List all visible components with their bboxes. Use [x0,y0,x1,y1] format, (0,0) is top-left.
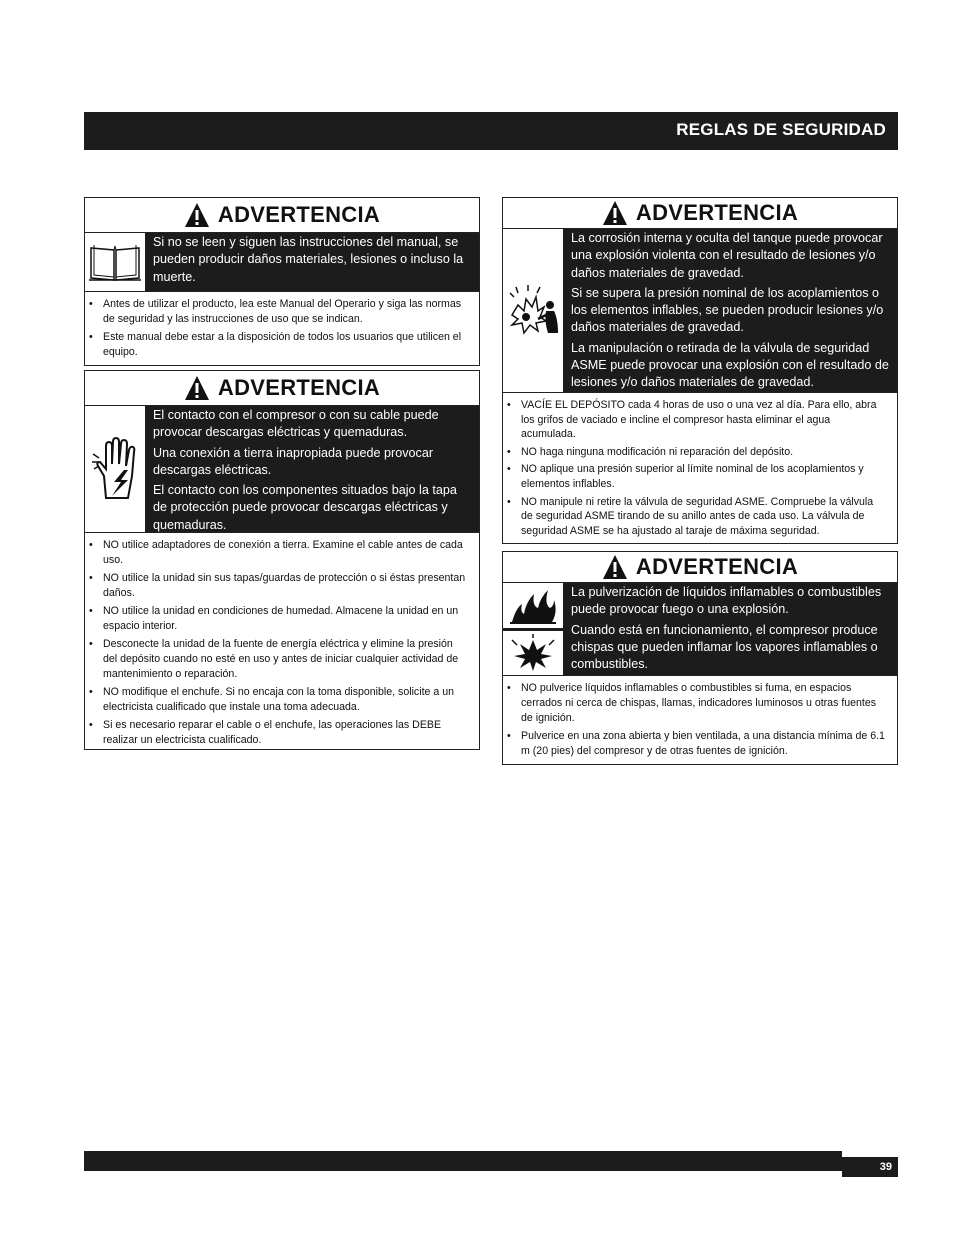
warning-message [148,233,479,291]
electric-shock-hand-icon [85,406,148,532]
page-number: 39 [842,1157,898,1177]
list-item: • NO utilice adaptadores de conexión a tierra. Examine el cable antes de cada uso. [103,538,469,568]
list-item: • NO utilice la unidad sin sus tapas/guardas de protección o si éstas presentan daños. [103,571,469,601]
list-item: • NO aplique una presión superior al límite nominal de los acoplamientos y elementos inflables. [521,462,887,491]
list-item: • VACÍE EL DEPÓSITO cada 4 horas de uso o una vez al día. Para ello, abra los grifos de vaciado e incline el compresor hasta eliminar el agua acumulada. [521,398,887,442]
warning-message-text: La pulverización de líquidos inflamables o combustibles puede provocar fuego o una explosión. [571,585,882,617]
warning-box-tank [502,197,898,544]
warning-message-text: Si no se leen y siguen las instrucciones del manual, se pueden producir daños materiales, lesiones o incluso la muerte. [153,235,464,284]
manual-book-icon [85,233,148,291]
warning-message-row [85,406,479,533]
warning-message-text: La corrosión interna y oculta del tanque puede provocar una explosión violenta con el resultado de lesiones y/o daños materiales de gravedad. [571,231,883,280]
warning-title: ADVERTENCIA [635,554,799,579]
warning-triangle-icon [184,202,210,228]
list-item: • NO manipule ni retire la válvula de seguridad ASME. Compruebe la válvula de seguridad ASME tirando de su anillo antes de cada uso. La válvula de seguridad ASME se ha ajustado al taraje de máxima seguridad. [521,495,887,539]
footer-bar [84,1151,842,1171]
warning-message-text: La manipulación o retirada de la válvula de seguridad ASME puede provocar una explosión con el resultado de lesiones y/o daños materiales de gravedad. [571,340,889,390]
fire-icon [503,583,563,631]
warning-bullet-list [503,393,897,544]
warning-message-text: Una conexión a tierra inapropiada puede provocar descargas eléctricas. [153,445,434,477]
list-item: • Este manual debe estar a la disposición de todos los usuarios que utilicen el equipo. [103,330,469,360]
warning-message-text: El contacto con los componentes situados bajo la tapa de protección puede provocar descargas eléctricas y quemaduras. [153,483,457,532]
warning-triangle-icon [602,200,628,226]
warning-message-text: Cuando está en funcionamiento, el compresor produce chispas que pueden inflamar los vapores inflamables o combustibles. [571,622,878,672]
section-header-bar [84,112,898,150]
warning-message-text: El contacto con el compresor o con su cable puede provocar descargas eléctricas y quemaduras. [153,408,439,440]
warning-message-row [503,583,897,676]
warning-triangle-icon [184,375,210,401]
warning-bullet-list [85,292,479,366]
warning-message-row [85,233,479,292]
spark-explosion-icon [503,631,563,676]
list-item: • NO utilice la unidad en condiciones de humedad. Almacene la unidad en un espacio interior. [103,604,469,634]
list-item: • Pulverice en una zona abierta y bien ventilada, a una distancia mínima de 6.1 m (20 pies) del compresor y de otras fuentes de ignición. [521,729,887,759]
warning-box-fire [502,551,898,765]
warning-bullet-list [85,533,479,754]
warning-header [503,552,897,583]
warning-title: ADVERTENCIA [217,375,381,400]
warning-triangle-icon [602,554,628,580]
warning-bullet-list [503,676,897,765]
warning-header [85,371,479,406]
warning-title: ADVERTENCIA [217,202,381,227]
warning-title: ADVERTENCIA [635,200,799,225]
warning-box-manual [84,197,480,366]
warning-box-electric [84,370,480,750]
list-item: • NO modifique el enchufe. Si no encaja con la toma disponible, solicite a un electricista cualificado que instale una toma adecuada. [103,685,469,715]
warning-message [566,229,897,392]
explosion-person-icon [503,229,566,392]
list-item: • Antes de utilizar el producto, lea este Manual del Operario y siga las normas de seguridad y las instrucciones de uso que se indican. [103,297,469,327]
warning-message [566,583,897,675]
warning-message [148,406,479,532]
warning-header [503,198,897,229]
section-title: REGLAS DE SEGURIDAD [676,120,886,139]
pictogram-column [503,583,566,675]
list-item: • NO pulverice líquidos inflamables o combustibles si fuma, en espacios cerrados ni cerca de chispas, llamas, indicadores luminosos u otras fuentes de ignición. [521,681,887,726]
warning-header [85,198,479,233]
list-item: • Si es necesario reparar el cable o el enchufe, las operaciones las DEBE realizar un electricista cualificado. [103,718,469,748]
warning-message-text: Si se supera la presión nominal de los acoplamientos o los elementos inflables, se pueden producir lesiones y/o daños materiales de gravedad. [571,285,884,335]
list-item: • Desconecte la unidad de la fuente de energía eléctrica y elimine la presión del depósito cuando no esté en uso y antes de iniciar cualquier actividad de mantenimiento o reparación. [103,637,469,682]
list-item: • NO haga ninguna modificación ni reparación del depósito. [521,445,887,460]
warning-message-row [503,229,897,393]
